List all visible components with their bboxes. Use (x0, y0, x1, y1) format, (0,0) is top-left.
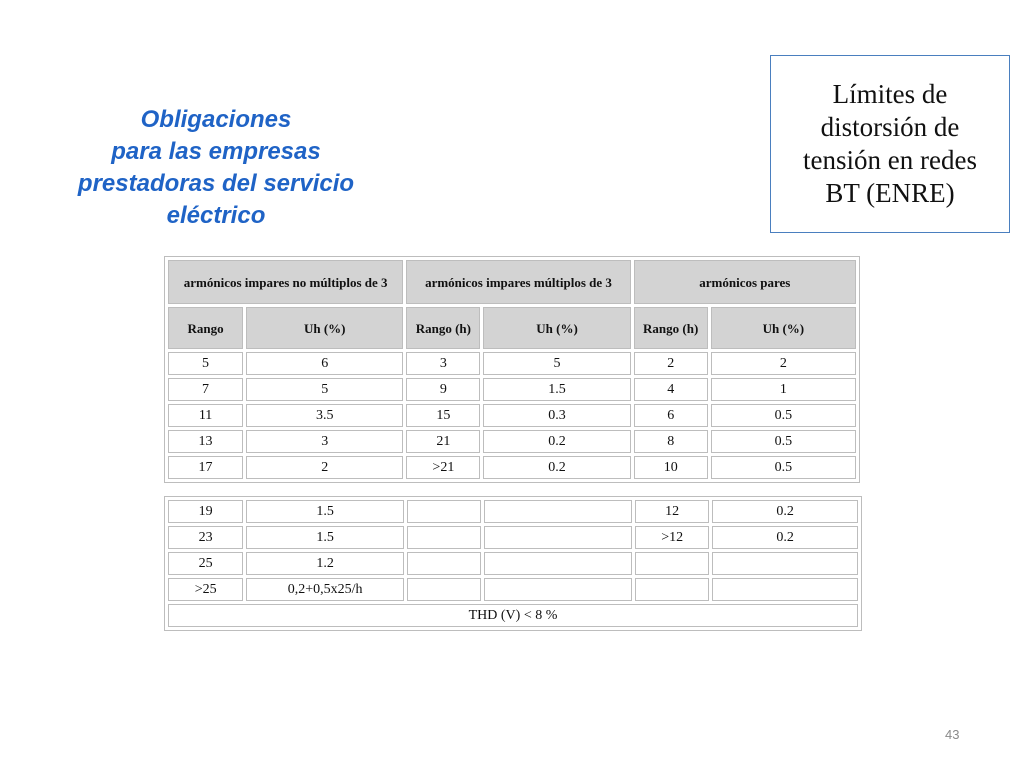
limits-title-box (770, 55, 1010, 233)
limits-line-3: tensión en redes (803, 145, 977, 175)
table-row (168, 578, 858, 601)
table-cell: 11 (168, 404, 243, 427)
group-header-odd-multiple: armónicos impares múltiplos de 3 (406, 260, 630, 304)
table-cell (635, 552, 709, 575)
heading-line-1: Obligaciones (140, 106, 292, 133)
table-row (168, 552, 858, 575)
table-cell: 21 (406, 430, 480, 453)
table-cell: 0.5 (711, 456, 856, 479)
table-cell: 4 (634, 378, 708, 401)
col-header-uh: Uh (%) (246, 307, 403, 349)
table-cell (407, 500, 481, 523)
table-cell (484, 500, 632, 523)
table-row (168, 526, 858, 549)
table-cell: 7 (168, 378, 243, 401)
table-cell: 0.2 (483, 456, 630, 479)
table-cell: 5 (246, 378, 403, 401)
table-cell: 2 (634, 352, 708, 375)
table-cell: 9 (406, 378, 480, 401)
table-cell (484, 578, 632, 601)
col-header-uh: Uh (%) (711, 307, 856, 349)
table-cell: 1.5 (246, 526, 404, 549)
table-cell: 1.2 (246, 552, 404, 575)
group-header-odd-non-multiple: armónicos impares no múltiplos de 3 (168, 260, 403, 304)
table-cell: 3.5 (246, 404, 403, 427)
table-row (168, 430, 856, 453)
group-header-row (168, 260, 856, 304)
table-cell: 0.3 (483, 404, 630, 427)
harmonics-table (164, 256, 860, 483)
table-cell: 0.5 (711, 404, 856, 427)
col-header-rango: Rango (168, 307, 243, 349)
col-header-rango: Rango (h) (406, 307, 480, 349)
table-row (168, 456, 856, 479)
table-cell: >25 (168, 578, 243, 601)
table-cell (407, 578, 481, 601)
table-cell: 6 (246, 352, 403, 375)
heading-line-2: para las empresas (111, 138, 321, 165)
table-cell: 1 (711, 378, 856, 401)
table-cell (635, 578, 709, 601)
table-cell: 1.5 (246, 500, 404, 523)
table-cell: 8 (634, 430, 708, 453)
table-cell: 0.2 (712, 500, 858, 523)
table-cell: 0,2+0,5x25/h (246, 578, 404, 601)
sub-header-row (168, 307, 856, 349)
limits-line-2: distorsión de (820, 112, 960, 142)
table-cell (712, 552, 858, 575)
table-cell: 25 (168, 552, 243, 575)
table-cell: 17 (168, 456, 243, 479)
heading-line-3: prestadoras del servicio (77, 170, 355, 197)
table-cell: 12 (635, 500, 709, 523)
table-row (168, 378, 856, 401)
table-cell: 23 (168, 526, 243, 549)
group-header-even: armónicos pares (634, 260, 856, 304)
table-cell (484, 552, 632, 575)
limits-line-4: BT (ENRE) (825, 178, 955, 208)
page-number: 43 (945, 727, 960, 742)
table-cell: 19 (168, 500, 243, 523)
table-cell: 13 (168, 430, 243, 453)
thd-limit-cell: THD (V) < 8 % (168, 604, 858, 627)
table-cell: 2 (711, 352, 856, 375)
table-cell: 6 (634, 404, 708, 427)
table-row (168, 404, 856, 427)
table-cell: 10 (634, 456, 708, 479)
table-cell: 0.5 (711, 430, 856, 453)
table-footer-row (168, 604, 858, 627)
table-row (168, 352, 856, 375)
col-header-uh: Uh (%) (483, 307, 630, 349)
table-cell (407, 552, 481, 575)
table-cell (712, 578, 858, 601)
table-cell: >12 (635, 526, 709, 549)
limits-line-1: Límites de (832, 79, 948, 109)
harmonics-table-continued (164, 496, 862, 631)
table-cell: 5 (168, 352, 243, 375)
heading-line-4: eléctrico (166, 202, 266, 229)
table-cell: 0.2 (712, 526, 858, 549)
col-header-rango: Rango (h) (634, 307, 708, 349)
table-row (168, 500, 858, 523)
table-cell: >21 (406, 456, 480, 479)
table-cell: 3 (406, 352, 480, 375)
table-cell (484, 526, 632, 549)
slide-heading (40, 104, 392, 232)
table-cell: 3 (246, 430, 403, 453)
table-cell: 0.2 (483, 430, 630, 453)
table-cell: 2 (246, 456, 403, 479)
table-cell: 15 (406, 404, 480, 427)
table-cell (407, 526, 481, 549)
table-cell: 1.5 (483, 378, 630, 401)
table-cell: 5 (483, 352, 630, 375)
